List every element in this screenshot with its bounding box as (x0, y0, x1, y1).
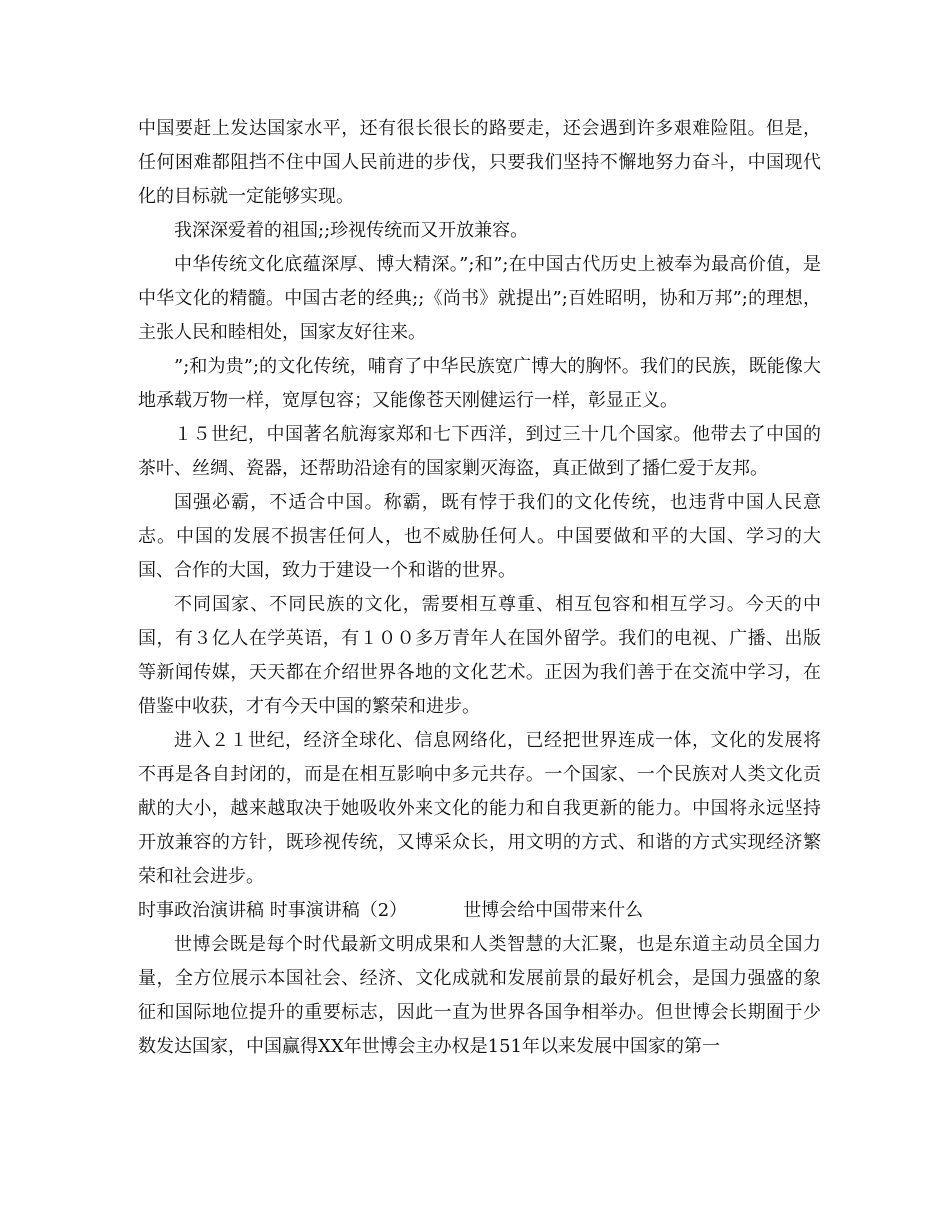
paragraph-2: 我深深爱着的祖国;;珍视传统而又开放兼容。 (174, 220, 529, 241)
paragraph-7: 不同国家、不同民族的文化，需要相互尊重、相互包容和相互学习。今天的中国，有３亿人在学英语，有１００多万青年人在国外留学。我们的电视、广播、出版等新闻传媒，天天都在介绍世界各地的文化艺术。正因为我们善于在交流中学习，在借鉴中收获，才有今天中国的繁荣和进步。 (138, 594, 821, 717)
paragraph-9: 世博会既是每个时代最新文明成果和人类智慧的大汇聚，也是东道主动员全国力量，全方位展示本国社会、经济、文化成就和发展前景的最好机会，是国力强盛的象征和国际地位提升的重要标志，因此一直为世界各国争相举办。但世博会长期囿于少数发达国家，中国赢得XX年世博会主办权是151年以来发展中国家的第一 (138, 934, 821, 1057)
document-body (138, 112, 821, 1064)
paragraph-6: 国强必霸，不适合中国。称霸，既有悖于我们的文化传统，也违背中国人民意志。中国的发展不损害任何人，也不威胁任何人。中国要做和平的大国、学习的大国、合作的大国，致力于建设一个和谐的世界。 (138, 492, 821, 581)
paragraph-1: 中国要赶上发达国家水平，还有很长很长的路要走，还会遇到许多艰难险阻。但是，任何困难都阻挡不住中国人民前进的步伐，只要我们坚持不懈地努力奋斗，中国现代化的目标就一定能够实现。 (138, 118, 821, 207)
section-title: 时事政治演讲稿 时事演讲稿（2） (138, 900, 408, 921)
paragraph-8: 进入２１世纪，经济全球化、信息网络化，已经把世界连成一体，文化的发展将不再是各自封闭的，而是在相互影响中多元共存。一个国家、一个民族对人类文化贡献的大小，越来越取决于她吸收外来文化的能力和自我更新的能力。中国将永远坚持开放兼容的方针，既珍视传统，又博采众长，用文明的方式、和谐的方式实现经济繁荣和社会进步。 (138, 730, 821, 887)
paragraph-4: ”;和为贵”;的文化传统，哺育了中华民族宽广博大的胸怀。我们的民族，既能像大地承载万物一样，宽厚包容；又能像苍天刚健运行一样，彰显正义。 (138, 356, 821, 411)
paragraph-3: 中华传统文化底蕴深厚、博大精深。”;和”;在中国古代历史上被奉为最高价值，是中华文化的精髓。中国古老的经典;;《尚书》就提出”;百姓昭明，协和万邦”;的理想，主张人民和睦相处，国家友好往来。 (138, 254, 821, 343)
paragraph-5: １５世纪，中国著名航海家郑和七下西洋，到过三十几个国家。他带去了中国的茶叶、丝绸、瓷器，还帮助沿途有的国家剿灭海盗，真正做到了播仁爱于友邦。 (138, 424, 821, 479)
section-heading (138, 894, 821, 928)
section-subtitle: 世博会给中国带来什么 (463, 900, 644, 921)
